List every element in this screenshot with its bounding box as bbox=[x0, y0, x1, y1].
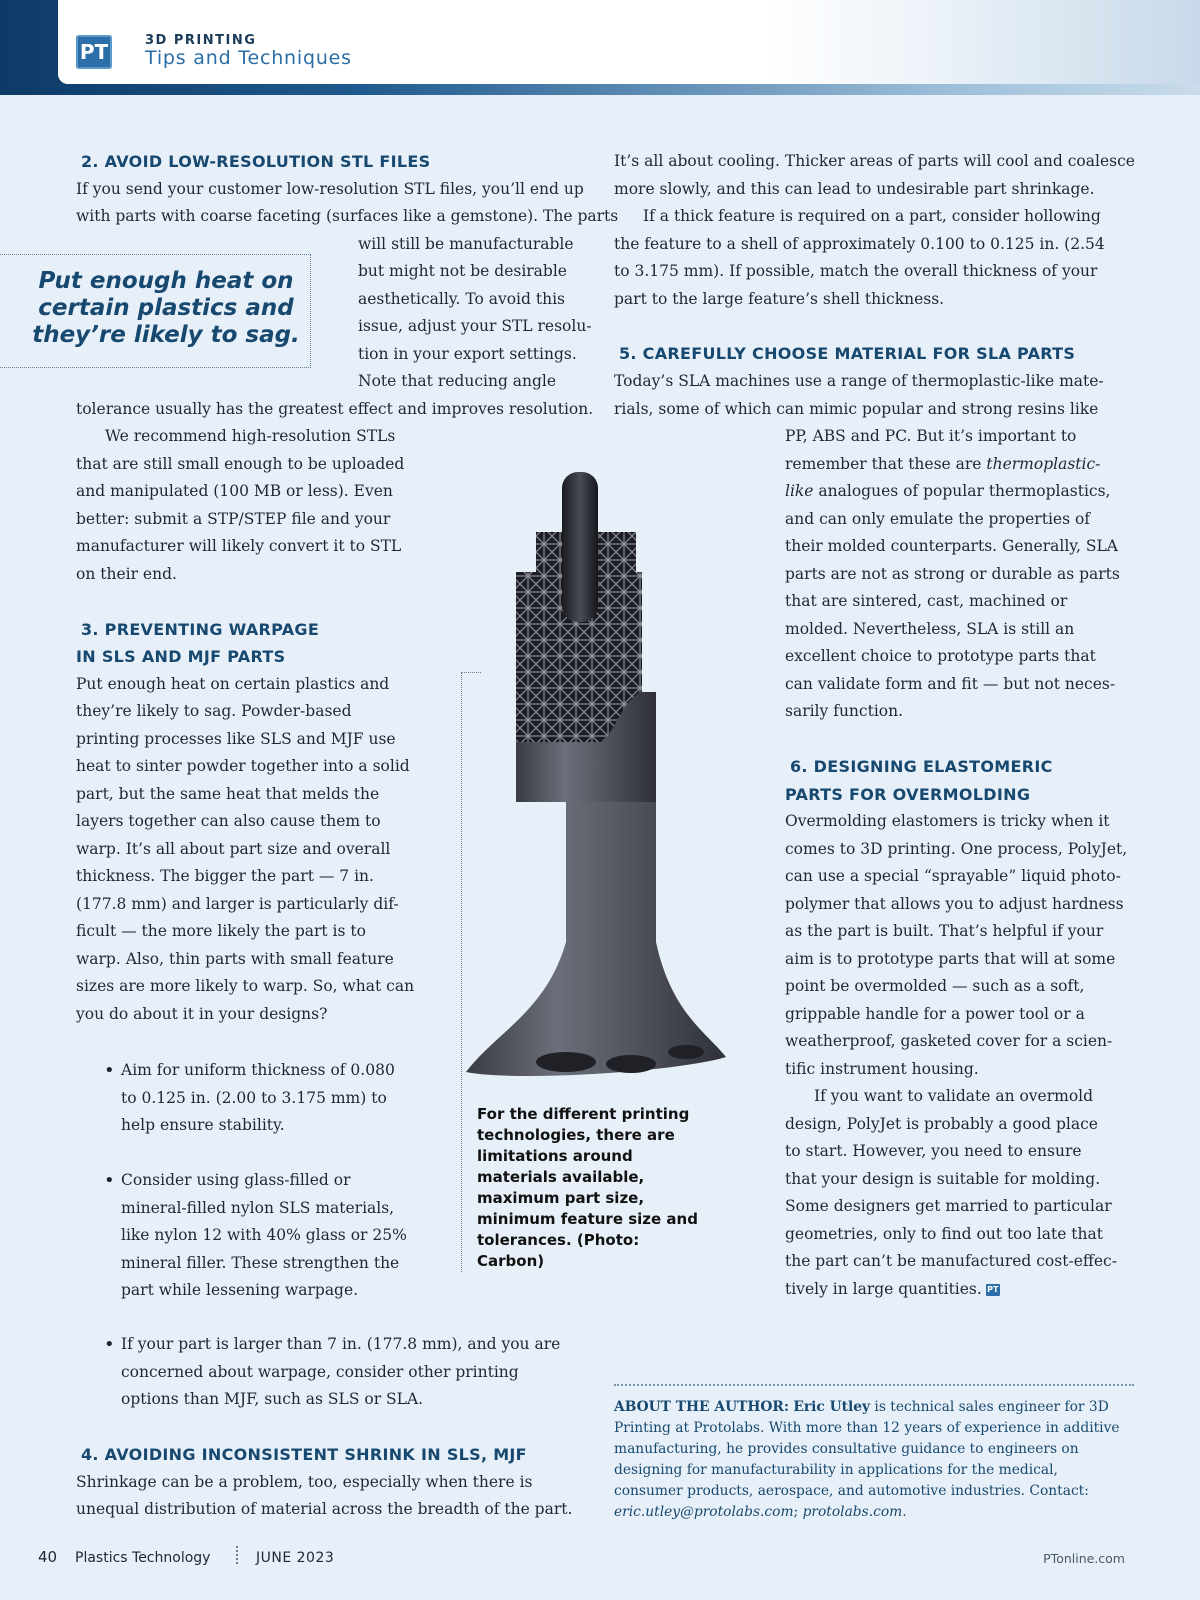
body-line: can validate form and fit — but not neces- bbox=[785, 675, 1116, 693]
body-line: polymer that allows you to adjust hardness bbox=[785, 895, 1124, 913]
author-site-link[interactable]: protolabs.com bbox=[802, 1504, 903, 1520]
bullet-line: to 0.125 in. (2.00 to 3.175 mm) to bbox=[121, 1089, 387, 1107]
bullet-line: Consider using glass-filled or bbox=[121, 1171, 351, 1189]
author-line: consumer products, aerospace, and automotive industries. Contact: bbox=[614, 1483, 1089, 1499]
bullet-dot: • bbox=[104, 1334, 115, 1355]
author-text: is technical sales engineer for 3D bbox=[870, 1399, 1109, 1415]
author-sep: ; bbox=[793, 1504, 803, 1520]
pt-logo-icon: PT bbox=[76, 35, 112, 69]
bullet-line: help ensure stability. bbox=[121, 1116, 285, 1134]
author-line: designing for manufacturability in applications for the medical, bbox=[614, 1462, 1058, 1478]
body-line: on their end. bbox=[76, 565, 177, 583]
issue-date: JUNE 2023 bbox=[256, 1550, 335, 1566]
body-line: more slowly, and this can lead to undesirable part shrinkage. bbox=[614, 180, 1095, 198]
body-line: design, PolyJet is probably a good place bbox=[785, 1115, 1098, 1133]
emphasis: like bbox=[785, 482, 814, 500]
bullet-line: part while lessening warpage. bbox=[121, 1281, 359, 1299]
section-kicker: 3D PRINTING bbox=[145, 33, 257, 48]
body-line: will still be manufacturable bbox=[358, 235, 574, 253]
bullet-line: concerned about warpage, consider other printing bbox=[121, 1363, 519, 1381]
footer-divider bbox=[236, 1546, 238, 1564]
bullet-line: mineral-filled nylon SLS materials, bbox=[121, 1199, 395, 1217]
body-line: you do about it in your designs? bbox=[76, 1005, 328, 1023]
body-line: tion in your export settings. bbox=[358, 345, 577, 363]
body-line: as the part is built. That’s helpful if your bbox=[785, 922, 1104, 940]
body-line: with parts with coarse faceting (surfaces like a gemstone). The parts bbox=[76, 207, 619, 225]
body-line: aesthetically. To avoid this bbox=[358, 290, 565, 308]
heading-s6-line2: PARTS FOR OVERMOLDING bbox=[785, 785, 1031, 804]
body-line: to start. However, you need to ensure bbox=[785, 1142, 1082, 1160]
bullet-line: If your part is larger than 7 in. (177.8 mm), and you are bbox=[121, 1335, 561, 1353]
bullet-line: Aim for uniform thickness of 0.080 bbox=[121, 1061, 395, 1079]
body-line: unequal distribution of material across the breadth of the part. bbox=[76, 1500, 573, 1518]
bullet-line: options than MJF, such as SLS or SLA. bbox=[121, 1390, 424, 1408]
pull-quote: Put enough heat on certain plastics and they’re likely to sag. bbox=[32, 268, 300, 348]
body-line bbox=[785, 478, 1110, 506]
author-line bbox=[614, 1397, 1109, 1418]
page-number: 40 bbox=[38, 1548, 58, 1566]
author-label: ABOUT THE AUTHOR: bbox=[614, 1399, 789, 1415]
body-line: PP, ABS and PC. But it’s important to bbox=[785, 427, 1077, 445]
body-line: to 3.175 mm). If possible, match the overall thickness of your bbox=[614, 262, 1098, 280]
section-subtitle: Tips and Techniques bbox=[145, 47, 352, 69]
body-line: Shrinkage can be a problem, too, especially when there is bbox=[76, 1473, 533, 1491]
publication-name: Plastics Technology bbox=[75, 1550, 211, 1566]
body-text: analogues of popular thermoplastics, bbox=[813, 482, 1111, 500]
body-line: they’re likely to sag. Powder-based bbox=[76, 702, 352, 720]
body-text: tively in large quantities. bbox=[785, 1280, 982, 1298]
bullet-line: mineral filler. These strengthen the bbox=[121, 1254, 400, 1272]
body-line bbox=[785, 451, 1100, 479]
body-text: remember that these are bbox=[785, 455, 987, 473]
body-line: tific instrument housing. bbox=[785, 1060, 979, 1078]
emphasis: thermoplastic- bbox=[986, 455, 1101, 473]
body-line: Put enough heat on certain plastics and bbox=[76, 675, 390, 693]
website-link[interactable]: PTonline.com bbox=[1043, 1551, 1125, 1566]
body-line: layers together can also cause them to bbox=[76, 812, 381, 830]
body-line: Some designers get married to particular bbox=[785, 1197, 1112, 1215]
body-line: warp. Also, thin parts with small feature bbox=[76, 950, 394, 968]
body-line: Note that reducing angle bbox=[358, 372, 557, 390]
body-line: If you send your customer low-resolution STL files, you’ll end up bbox=[76, 180, 584, 198]
body-line: and manipulated (100 MB or less). Even bbox=[76, 482, 393, 500]
body-line: comes to 3D printing. One process, PolyJet, bbox=[785, 840, 1128, 858]
heading-s3-line2: IN SLS AND MJF PARTS bbox=[76, 647, 286, 666]
body-line: It’s all about cooling. Thicker areas of parts will cool and coalesce bbox=[614, 152, 1135, 170]
body-line: thickness. The bigger the part — 7 in. bbox=[76, 867, 374, 885]
author-line bbox=[614, 1502, 907, 1523]
body-line: part to the large feature’s shell thickness. bbox=[614, 290, 945, 308]
body-line: point be overmolded — such as a soft, bbox=[785, 977, 1085, 995]
body-line bbox=[785, 1276, 1000, 1304]
body-line: tolerance usually has the greatest effect and improves resolution. bbox=[76, 400, 594, 418]
bullet-dot: • bbox=[104, 1170, 115, 1191]
body-line: can use a special “sprayable” liquid photo- bbox=[785, 867, 1121, 885]
author-end: . bbox=[902, 1504, 907, 1520]
body-line: molded. Nevertheless, SLA is still an bbox=[785, 620, 1075, 638]
body-line: excellent choice to prototype parts that bbox=[785, 647, 1096, 665]
body-line: the part can’t be manufactured cost-effec- bbox=[785, 1252, 1117, 1270]
heading-s5: 5. CAREFULLY CHOOSE MATERIAL FOR SLA PARTS bbox=[619, 344, 1076, 363]
heading-s4: 4. AVOIDING INCONSISTENT SHRINK IN SLS, MJF bbox=[81, 1445, 527, 1464]
printed-part-photo bbox=[456, 472, 730, 1082]
author-line: Printing at Protolabs. With more than 12 years of experience in additive bbox=[614, 1420, 1120, 1436]
body-line: manufacturer will likely convert it to STL bbox=[76, 537, 402, 555]
body-line: weatherproof, gasketed cover for a scien- bbox=[785, 1032, 1113, 1050]
heading-s6: 6. DESIGNING ELASTOMERIC bbox=[790, 757, 1053, 776]
body-line: If you want to validate an overmold bbox=[814, 1087, 1094, 1105]
body-line: their molded counterparts. Generally, SLA bbox=[785, 537, 1118, 555]
author-name: Eric Utley bbox=[793, 1399, 871, 1415]
body-line: the feature to a shell of approximately 0.100 to 0.125 in. (2.54 bbox=[614, 235, 1105, 253]
body-line: grippable handle for a power tool or a bbox=[785, 1005, 1085, 1023]
body-line: rials, some of which can mimic popular and strong resins like bbox=[614, 400, 1099, 418]
body-line: (177.8 mm) and larger is particularly dif- bbox=[76, 895, 399, 913]
body-line: that are still small enough to be uploaded bbox=[76, 455, 405, 473]
body-line: Overmolding elastomers is tricky when it bbox=[785, 812, 1110, 830]
body-line: but might not be desirable bbox=[358, 262, 567, 280]
author-email-link[interactable]: eric.utley@protolabs.com bbox=[614, 1504, 794, 1520]
body-line: We recommend high-resolution STLs bbox=[105, 427, 396, 445]
bullet-dot: • bbox=[104, 1060, 115, 1081]
heading-s2: 2. AVOID LOW-RESOLUTION STL FILES bbox=[81, 152, 431, 171]
body-line: Today’s SLA machines use a range of thermoplastic-like mate- bbox=[614, 372, 1104, 390]
body-line: printing processes like SLS and MJF use bbox=[76, 730, 396, 748]
end-mark-icon: PT bbox=[987, 1285, 999, 1294]
author-divider bbox=[614, 1384, 1134, 1387]
body-line: sizes are more likely to warp. So, what can bbox=[76, 977, 415, 995]
author-line: manufacturing, he provides consultative guidance to engineers on bbox=[614, 1441, 1079, 1457]
photo-caption: For the different printing technologies, there are limitations around materials available, maximum part size, minimum feature size and tolerances. (Photo: Carbon) bbox=[477, 1105, 698, 1270]
body-line: aim is to prototype parts that will at some bbox=[785, 950, 1116, 968]
body-line: geometries, only to find out too late that bbox=[785, 1225, 1103, 1243]
body-line: heat to sinter powder together into a solid bbox=[76, 757, 410, 775]
body-line: part, but the same heat that melds the bbox=[76, 785, 380, 803]
body-line: better: submit a STP/STEP file and your bbox=[76, 510, 391, 528]
body-line: that are sintered, cast, machined or bbox=[785, 592, 1068, 610]
body-line: warp. It’s all about part size and overall bbox=[76, 840, 391, 858]
bullet-line: like nylon 12 with 40% glass or 25% bbox=[121, 1226, 407, 1244]
body-line: issue, adjust your STL resolu- bbox=[358, 317, 592, 335]
body-line: parts are not as strong or durable as parts bbox=[785, 565, 1120, 583]
body-line: and can only emulate the properties of bbox=[785, 510, 1091, 528]
body-line: ficult — the more likely the part is to bbox=[76, 922, 366, 940]
body-line: If a thick feature is required on a part, consider hollowing bbox=[643, 207, 1101, 225]
heading-s3: 3. PREVENTING WARPAGE bbox=[81, 620, 320, 639]
body-line: that your design is suitable for molding. bbox=[785, 1170, 1101, 1188]
body-line: sarily function. bbox=[785, 702, 904, 720]
